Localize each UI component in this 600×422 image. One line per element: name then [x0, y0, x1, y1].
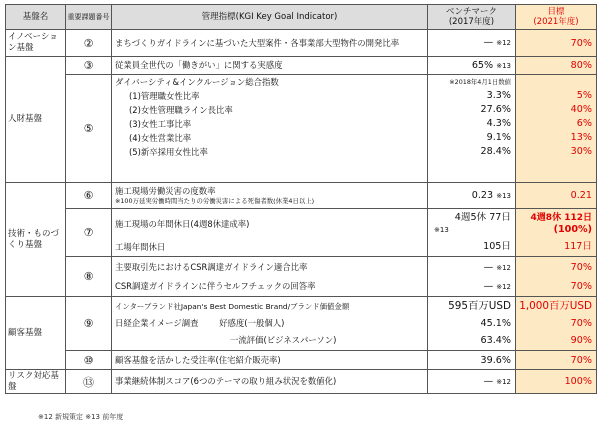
- diversity-goal-4: 13%: [570, 132, 592, 143]
- brand-value-label: インターブランド社Japan's Best Domestic Brand/ブランド価値金額: [115, 302, 350, 311]
- indicator-csr: [112, 257, 428, 297]
- diversity-goal-2: 40%: [570, 104, 592, 115]
- diversity-item-1: (1)管理職女性比率: [129, 91, 200, 101]
- segment-kokyaku: 顧客基盤: [6, 297, 66, 370]
- header-benchmark-line1: ベンチマーク: [445, 7, 497, 17]
- segment-jinzai: 人財基盤: [6, 57, 66, 183]
- row-kokyaku-10: [6, 351, 597, 370]
- goal-referral: 70%: [516, 351, 597, 370]
- holidays-factory-label: 工場年間休日: [115, 241, 166, 252]
- benchmark-value: —: [483, 261, 494, 273]
- goal-accident-rate: 0.21: [516, 183, 597, 209]
- accident-rate-label: 施工現場労働災害の度数率: [115, 186, 216, 196]
- issue-no-13: ⑬: [66, 370, 112, 394]
- nikkei-survey-label: 日経企業イメージ調査: [115, 318, 199, 328]
- benchmark-note: ※12: [496, 263, 511, 272]
- indicator-diversity: [112, 75, 428, 183]
- goal-engagement: 80%: [516, 57, 597, 75]
- row-jinzai-3: [6, 57, 597, 75]
- indicator-bcp: 事業継続体制スコア(6つのテーマの取り組み状況を数値化): [112, 370, 428, 394]
- diversity-goal-spacer: [516, 75, 592, 89]
- header-goal-line1: 目標: [547, 7, 565, 17]
- row-jinzai-5: [6, 75, 597, 183]
- row-gijutsu-8: [6, 257, 597, 297]
- segment-risk: リスク対応基盤: [6, 370, 66, 394]
- holidays-site-bm: [428, 210, 511, 238]
- diversity-goal-3: 6%: [576, 118, 592, 129]
- benchmark-engagement: [428, 57, 516, 75]
- indicator-engagement: 従業員全世代の「働きがい」に関する実感度: [112, 57, 428, 75]
- row-risk: [6, 370, 597, 394]
- nikkei-survey-row: [115, 315, 427, 332]
- diversity-goal-1: 5%: [576, 90, 592, 101]
- brand-value-goal: 1,000百万USD: [519, 300, 592, 312]
- header-issue-no: 重要課題番号: [66, 5, 112, 30]
- row-gijutsu-7: [6, 209, 597, 257]
- csr-compliance-bm: [428, 258, 511, 277]
- diversity-item-4: (4)女性営業比率: [129, 133, 192, 143]
- row-kokyaku-9: [6, 297, 597, 351]
- indicator-brand: [112, 297, 428, 351]
- holidays-factory-bm: 105日: [483, 240, 511, 252]
- favorability-goal: 70%: [570, 318, 592, 329]
- header-benchmark: [428, 5, 516, 30]
- holidays-site-goal-l2: (100%): [553, 223, 592, 235]
- holidays-site-goal-l1: 4週8休 112日: [530, 212, 592, 223]
- holidays-site-goal: [516, 210, 592, 238]
- csr-compliance-goal: 70%: [570, 261, 592, 273]
- diversity-bm-1: 3.3%: [486, 90, 511, 101]
- diversity-bm-2: 27.6%: [480, 104, 511, 115]
- row-innovation: [6, 30, 597, 57]
- indicator-innovation: まちづくりガイドラインに基づいた大型案件・各事業部大型物件の開発比率: [112, 30, 428, 57]
- favorability-bm: 45.1%: [480, 318, 511, 329]
- benchmark-value: 0.23: [471, 189, 494, 201]
- kgi-table: [5, 4, 597, 394]
- csr-selfcheck-bm: [428, 277, 511, 296]
- benchmark-diversity: [428, 75, 516, 183]
- benchmark-holidays: [428, 209, 516, 257]
- benchmark-value: —: [483, 375, 494, 387]
- diversity-title: ダイバーシティ&インクルージョン総合指数: [115, 77, 279, 87]
- diversity-goal-5: 30%: [570, 146, 592, 157]
- diversity-date-note: ※2018年4月1日数値: [449, 78, 511, 86]
- header-goal-line2: (2021年度): [533, 17, 579, 27]
- goal-csr: [516, 257, 597, 297]
- brand-value-bm: 595百万USD: [448, 300, 511, 312]
- issue-no-3: ③: [66, 57, 112, 75]
- benchmark-value: —: [483, 37, 494, 48]
- benchmark-brand: [428, 297, 516, 351]
- benchmark-note: ※12: [496, 39, 511, 47]
- issue-no-5: ⑤: [66, 75, 112, 183]
- header-benchmark-line2: (2017年度): [448, 17, 495, 27]
- benchmark-value: —: [483, 280, 494, 292]
- benchmark-note: ※12: [496, 282, 511, 291]
- header-segment: 基盤名: [6, 5, 66, 30]
- footnote-cut-off: ※12 新規策定 ※13 前年度: [38, 413, 124, 421]
- first-class-label: 一流評価(ビジネスパーソン): [230, 335, 337, 345]
- issue-no-10: ⑩: [66, 351, 112, 370]
- diversity-item-3: (3)女性工事比率: [129, 119, 192, 129]
- holidays-factory-goal: 117日: [564, 240, 592, 252]
- benchmark-innovation: [428, 30, 516, 57]
- issue-no-6: ⑥: [66, 183, 112, 209]
- header-goal: [516, 5, 597, 30]
- benchmark-note: ※12: [496, 377, 511, 386]
- benchmark-note: ※13: [496, 61, 511, 70]
- goal-innovation: 70%: [516, 30, 597, 57]
- csr-selfcheck-label: CSR調達ガイドラインに伴うセルフチェックの回答率: [115, 280, 316, 291]
- indicator-holidays: [112, 209, 428, 257]
- holidays-site-label: 施工現場の年間休日(4週8休達成率): [115, 218, 250, 229]
- segment-innovation: イノベーション基盤: [6, 30, 66, 57]
- csr-compliance-label: 主要取引先におけるCSR調達ガイドライン適合比率: [115, 261, 308, 272]
- benchmark-note: ※13: [496, 191, 511, 200]
- csr-selfcheck-goal: 70%: [570, 280, 592, 292]
- segment-gijutsu: 技術・ものづくり基盤: [6, 183, 66, 297]
- goal-brand: [516, 297, 597, 351]
- issue-no-7: ⑦: [66, 209, 112, 257]
- favorability-label: 好感度(一般個人): [219, 318, 285, 328]
- diversity-bm-5: 28.4%: [480, 146, 511, 157]
- header-indicator: 管理指標(KGI Key Goal Indicator): [112, 5, 428, 30]
- diversity-item-5: (5)新卒採用女性比率: [129, 147, 208, 157]
- issue-no-8: ⑧: [66, 257, 112, 297]
- kgi-table-wrapper: [5, 4, 596, 394]
- goal-bcp: 100%: [516, 370, 597, 394]
- benchmark-referral: 39.6%: [428, 351, 516, 370]
- goal-diversity: [516, 75, 597, 183]
- indicator-accident-rate: [112, 183, 428, 209]
- diversity-item-2: (2)女性管理職ライン長比率: [129, 105, 233, 115]
- indicator-referral: 顧客基盤を活かした受注率(住宅紹介販売率): [112, 351, 428, 370]
- issue-no-9: ⑨: [66, 297, 112, 351]
- holidays-site-bm-note: ※13: [434, 225, 449, 234]
- holidays-site-bm-value: 4週5休 77日: [454, 211, 511, 223]
- header-row: [6, 5, 597, 30]
- benchmark-accident-rate: [428, 183, 516, 209]
- issue-no-2: ②: [66, 30, 112, 57]
- goal-holidays: [516, 209, 597, 257]
- diversity-bm-3: 4.3%: [486, 118, 511, 129]
- accident-rate-note: ※100万延実労働時間当たりの労働災害による死傷者数(休業4日以上): [115, 197, 315, 205]
- benchmark-csr: [428, 257, 516, 297]
- first-class-goal: 90%: [570, 335, 592, 346]
- row-gijutsu-6: [6, 183, 597, 209]
- diversity-bm-4: 9.1%: [486, 132, 511, 143]
- first-class-bm: 63.4%: [480, 335, 511, 346]
- benchmark-bcp: [428, 370, 516, 394]
- benchmark-value: 65%: [471, 59, 494, 71]
